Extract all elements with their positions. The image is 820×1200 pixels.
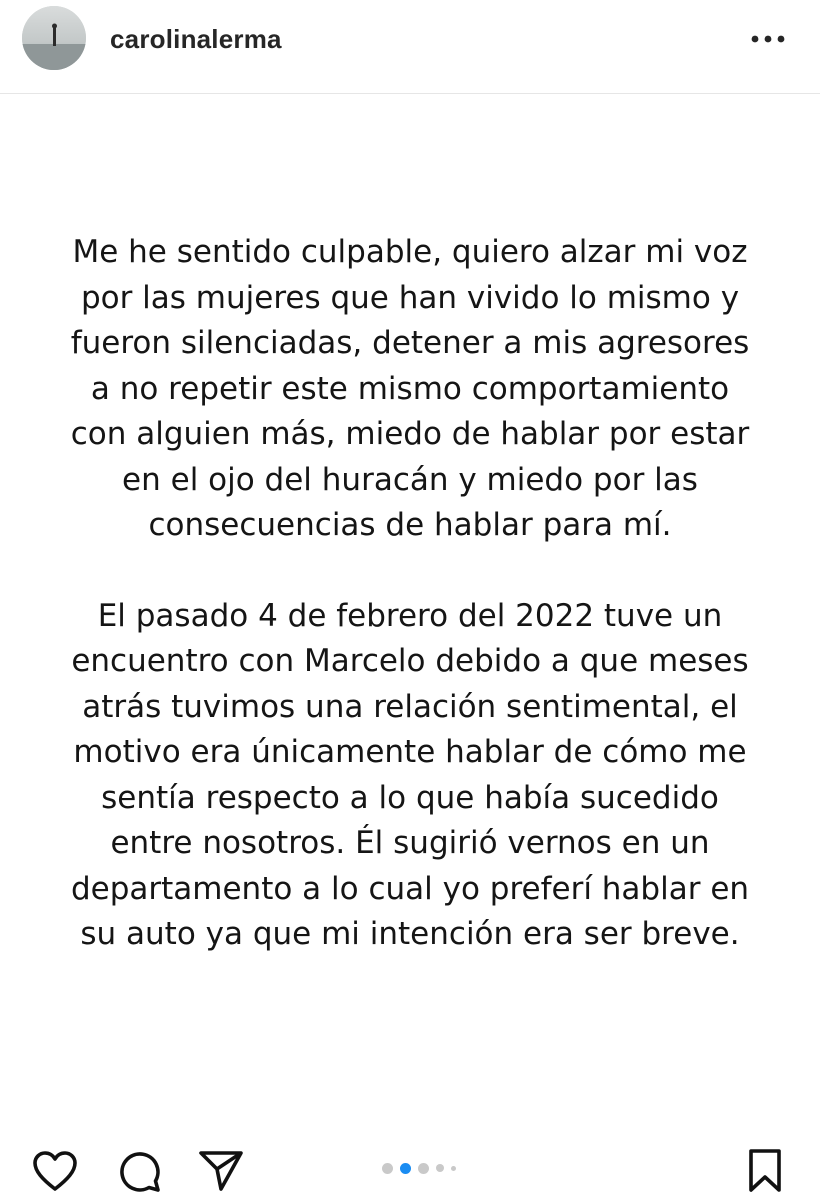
profile-photo-icon [22, 6, 86, 70]
share-icon [197, 1149, 245, 1193]
carousel-dot [451, 1166, 456, 1171]
post-paragraph-1: Me he sentido culpable, quiero alzar mi voz por las mujeres que han vivido lo mismo y fueron silenciadas, detener a mis agresores a no repetir este mismo comportamiento con alguien más, miedo de hablar por estar en el ojo del huracán y miedo por las consecuencias de hablar para mí. [70, 234, 750, 543]
bookmark-icon [747, 1148, 783, 1194]
share-button[interactable] [196, 1146, 246, 1196]
carousel-dot [436, 1164, 444, 1172]
save-button[interactable] [740, 1146, 790, 1196]
more-horizontal-icon [750, 34, 786, 44]
post-header [0, 0, 820, 94]
like-button[interactable] [30, 1146, 80, 1196]
heart-icon [32, 1150, 78, 1192]
carousel-dot-active [400, 1163, 411, 1174]
carousel-indicator [382, 1162, 456, 1174]
comment-button[interactable] [114, 1146, 164, 1196]
carousel-dot [382, 1163, 393, 1174]
carousel-dot [418, 1163, 429, 1174]
post-paragraph-2: El pasado 4 de febrero del 2022 tuve un encuentro con Marcelo debido a que meses atrás tuvimos una relación sentimental, el motivo era únicamente hablar de cómo me sentía respecto a lo que había sucedido entre nosotros. Él sugirió vernos en un departamento a lo cual yo preferí hablar en su auto ya que mi intención era ser breve. [70, 597, 750, 952]
post-text-slide [40, 230, 780, 958]
comment-icon [116, 1148, 162, 1194]
username[interactable]: carolinalerma [110, 24, 282, 54]
more-options-button[interactable] [746, 24, 790, 54]
avatar[interactable] [22, 6, 86, 70]
